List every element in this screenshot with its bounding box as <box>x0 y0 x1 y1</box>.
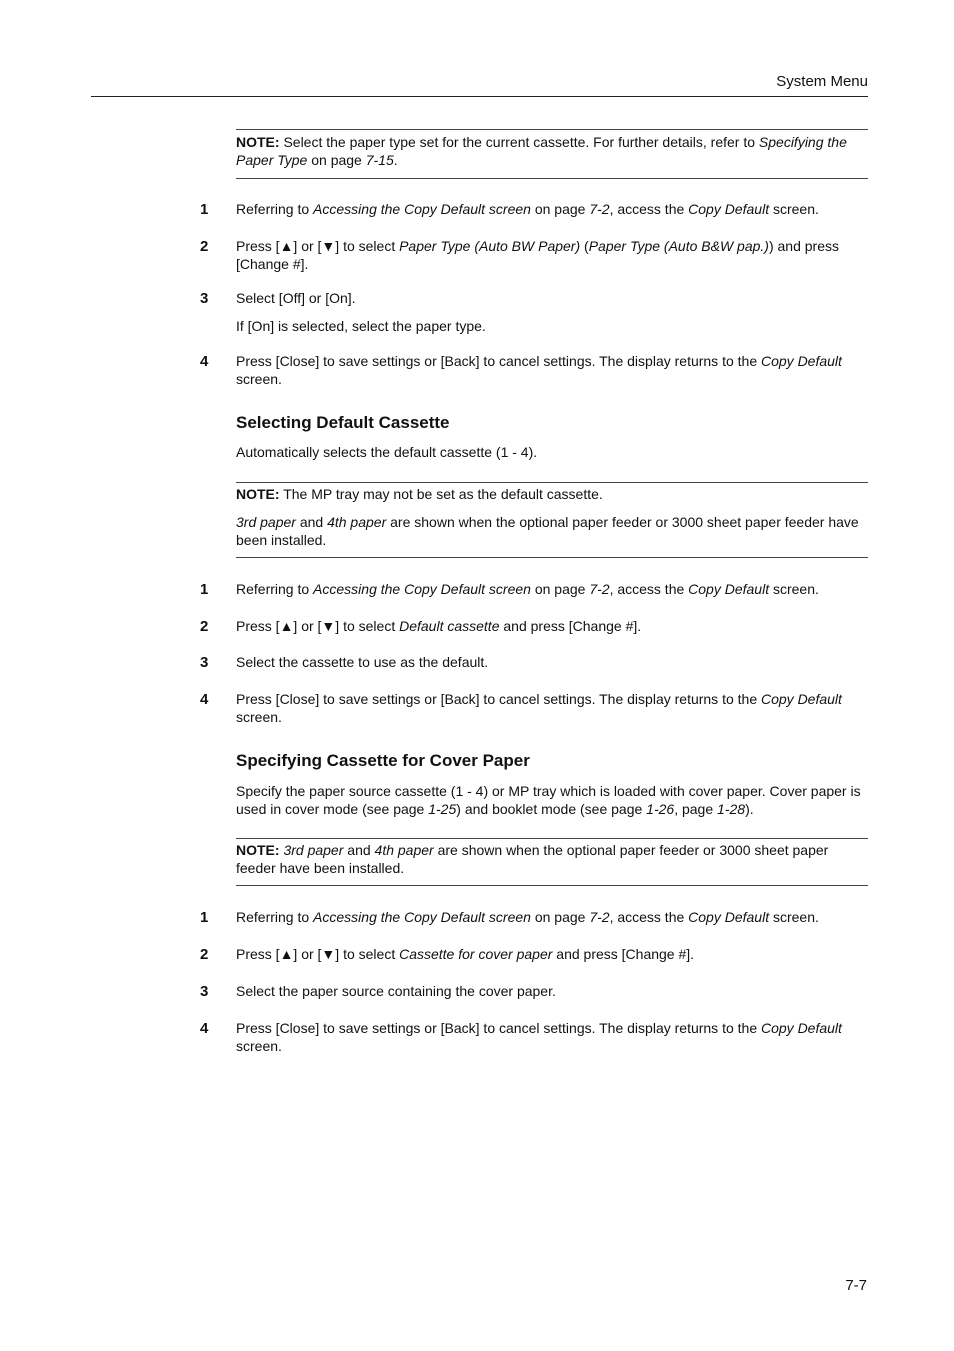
step-text: Press [▲] or [▼] to select Cassette for cover paper and press [Change #]. <box>236 946 695 962</box>
step-number: 4 <box>200 691 209 708</box>
step-text: Press [Close] to save settings or [Back] to cancel settings. The display returns to the Copy Default screen. <box>236 353 842 387</box>
step-text: Referring to Accessing the Copy Default screen on page 7-2, access the Copy Default screen. <box>236 201 819 217</box>
step-number: 3 <box>200 290 209 307</box>
section-heading: Selecting Default Cassette <box>236 413 450 432</box>
note-box <box>236 129 868 179</box>
section-title: System Menu <box>776 73 868 90</box>
note-text: NOTE: The MP tray may not be set as the default cassette. <box>236 486 603 502</box>
step-number: 1 <box>200 581 209 598</box>
note-text: NOTE: Select the paper type set for the current cassette. For further details, refer to Specifying the Paper Type on page 7-15. <box>236 134 847 168</box>
step-text: Select [Off] or [On]. <box>236 290 356 306</box>
page-header <box>91 0 868 97</box>
step-text: Press [▲] or [▼] to select Paper Type (Auto BW Paper) (Paper Type (Auto B&W pap.)) and press [Change #]. <box>236 238 840 272</box>
section-heading: Specifying Cassette for Cover Paper <box>236 751 530 770</box>
step-text: Select the cassette to use as the default. <box>236 654 489 670</box>
step-number: 3 <box>200 654 209 671</box>
step-number: 2 <box>200 618 209 635</box>
step-number: 1 <box>200 201 209 218</box>
step-number: 2 <box>200 238 209 255</box>
page-number: 7-7 <box>845 1277 867 1294</box>
step-number: 3 <box>200 983 209 1000</box>
section-intro: Specify the paper source cassette (1 - 4) or MP tray which is loaded with cover paper. Cover paper is used in cover mode (see page 1-25) and booklet mode (see page 1-26, page 1-28). <box>236 783 861 817</box>
note-box <box>236 482 868 558</box>
section-intro: Automatically selects the default cassette (1 - 4). <box>236 444 538 460</box>
step-text: Referring to Accessing the Copy Default screen on page 7-2, access the Copy Default screen. <box>236 581 819 597</box>
step-text: Press [Close] to save settings or [Back] to cancel settings. The display returns to the Copy Default screen. <box>236 1020 842 1054</box>
note-text: 3rd paper and 4th paper are shown when the optional paper feeder or 3000 sheet paper feeder have been installed. <box>236 514 859 548</box>
step-number: 4 <box>200 353 209 370</box>
step-text: Press [▲] or [▼] to select Default cassette and press [Change #]. <box>236 618 642 634</box>
note-box <box>236 838 868 886</box>
step-text: Press [Close] to save settings or [Back] to cancel settings. The display returns to the Copy Default screen. <box>236 691 842 725</box>
step-text: Select the paper source containing the cover paper. <box>236 983 556 999</box>
note-text: NOTE: 3rd paper and 4th paper are shown when the optional paper feeder or 3000 sheet paper feeder have been installed. <box>236 842 829 876</box>
step-number: 4 <box>200 1020 209 1037</box>
step-subtext: If [On] is selected, select the paper type. <box>236 318 486 334</box>
step-number: 1 <box>200 909 209 926</box>
step-number: 2 <box>200 946 209 963</box>
step-text: Referring to Accessing the Copy Default screen on page 7-2, access the Copy Default screen. <box>236 909 819 925</box>
